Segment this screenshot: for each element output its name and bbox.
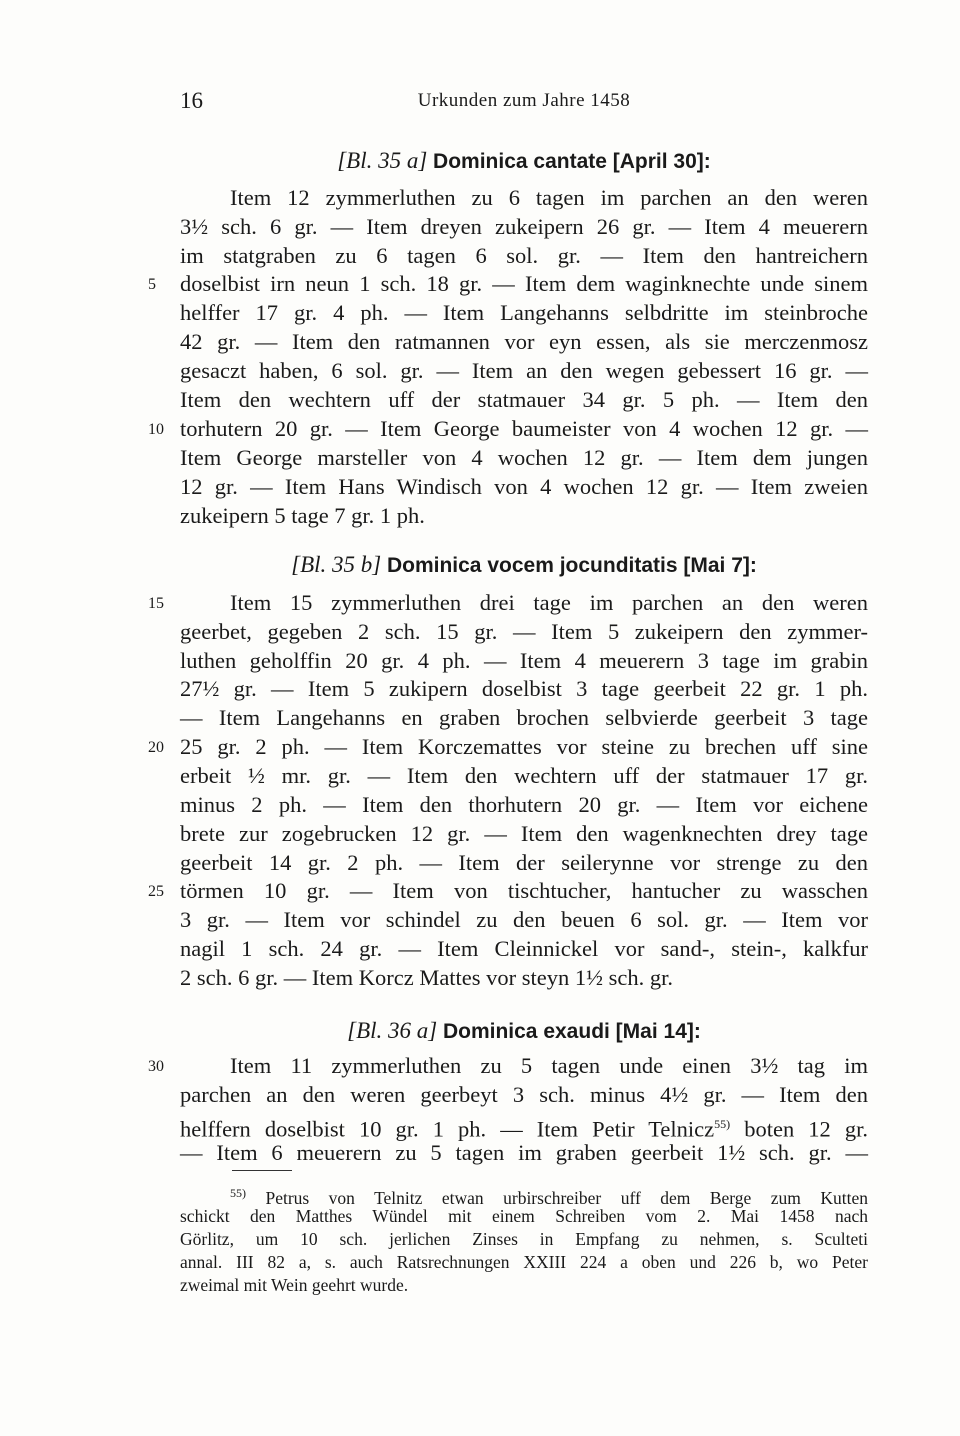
section-title: Dominica exaudi [Mai 14]: (442, 1020, 701, 1043)
section-title: Dominica vocem jocunditatis [Mai 7]: (386, 554, 757, 577)
text-line-segment: boten 12 gr. (744, 1116, 868, 1142)
text-line: 42 gr. — Item den ratmannen vor eyn essen, als sie merczenmosz (180, 329, 868, 354)
text-line: Item 12 zymmerluthen zu 6 tagen im parchen an den weren (230, 185, 868, 210)
line-number: 30 (148, 1058, 164, 1075)
text-line: 25 gr. 2 ph. — Item Korczemattes vor steine zu brechen uff sine (180, 734, 868, 759)
text-line: Item George marsteller von 4 wochen 12 gr. — Item dem jungen (180, 445, 868, 470)
text-line: 27½ gr. — Item 5 zukipern doselbist 3 tage geerbeit 22 gr. 1 ph. (180, 676, 868, 701)
line-number: 5 (148, 276, 156, 293)
text-line: geerbeit 14 gr. 2 ph. — Item der seilerynne vor strenge zu den (180, 850, 868, 875)
text-line: helffer 17 gr. 4 ph. — Item Langehanns selbdritte im steinbroche (180, 300, 868, 325)
footnote-text: Petrus von Telnitz etwan urbirschreiber uff dem Berge zum Kutten (265, 1187, 869, 1208)
text-line: nagil 1 sch. 24 gr. — Item Cleinnickel vor sand-, stein-, kalkfur (180, 936, 868, 961)
text-line: Item 15 zymmerluthen drei tage im parchen an den weren (230, 590, 868, 615)
text-line: 2 sch. 6 gr. — Item Korcz Mattes vor steyn 1½ sch. gr. (180, 965, 674, 990)
line-number: 25 (148, 883, 164, 900)
section-heading (180, 148, 868, 174)
folio-reference: [Bl. 36 a] (347, 1018, 438, 1043)
running-head (180, 88, 868, 122)
text-line: 12 gr. — Item Hans Windisch von 4 wochen 12 gr. — Item zweien (180, 474, 868, 499)
text-line: gesaczt haben, 6 sol. gr. — Item an den wegen gebessert 16 gr. — (180, 358, 868, 383)
text-line: doselbist irn neun 1 sch. 18 gr. — Item dem waginknechte unde sinem (180, 271, 868, 296)
text-line: Item den wechtern uff der statmauer 34 gr. 5 ph. — Item den (180, 387, 868, 412)
footnote-rule (232, 1170, 292, 1171)
footnote-line: Görlitz, um 10 sch. jerlichen Zinses in Empfang zu nehmen, s. Sculteti (180, 1229, 868, 1249)
line-number: 10 (148, 421, 164, 438)
running-title: Urkunden zum Jahre 1458 (417, 90, 631, 111)
text-line: parchen an den weren geerbeyt 3 sch. minus 4½ gr. — Item den (180, 1082, 868, 1107)
text-line: geerbet, gegeben 2 sch. 15 gr. — Item 5 zukeipern den zymmer- (180, 619, 868, 644)
text-line: luthen geholffin 20 gr. 4 ph. — Item 4 meuerern 3 tage im grabin (180, 648, 868, 673)
text-line: — Item 6 meuerern zu 5 tagen im graben geerbeit 1½ sch. gr. — (180, 1140, 868, 1165)
section-heading (180, 1018, 868, 1044)
line-number: 15 (148, 595, 164, 612)
footnote-line: schickt den Matthes Wündel mit einem Schreiben vom 2. Mai 1458 nach (180, 1206, 868, 1226)
text-line: — Item Langehanns en graben brochen selbvierde geerbeit 3 tage (180, 705, 868, 730)
text-line: törmen 10 gr. — Item von tischtucher, hantucher zu wasschen (180, 878, 868, 903)
text-line: minus 2 ph. — Item den thorhutern 20 gr. — Item vor eichene (180, 792, 868, 817)
text-line: torhutern 20 gr. — Item George baumeister von 4 wochen 12 gr. — (180, 416, 868, 441)
line-number: 20 (148, 739, 164, 756)
folio-reference: [Bl. 35 a] (337, 148, 428, 173)
folio-reference: [Bl. 35 b] (291, 552, 382, 577)
section-title: Dominica cantate [April 30]: (433, 150, 711, 173)
footnote-marker: 55) (714, 1117, 731, 1131)
page-number: 16 (180, 88, 203, 113)
footnote-line: zweimal mit Wein geehrt wurde. (180, 1275, 409, 1295)
text-line-segment: helffern doselbist 10 gr. 1 ph. — Item Petir Telnicz (180, 1116, 715, 1142)
text-line: 3 gr. — Item vor schindel zu den beuen 6 sol. gr. — Item vor (180, 907, 868, 932)
footnote-marker: 55) (230, 1186, 246, 1200)
text-line: 3½ sch. 6 gr. — Item dreyen zukeipern 26 gr. — Item 4 meuerern (180, 214, 868, 239)
footnote-line: annal. III 82 a, s. auch Ratsrechnungen XXIII 224 a oben und 226 b, wo Peter (180, 1252, 868, 1272)
section-heading (180, 552, 868, 578)
text-line: zukeipern 5 tage 7 gr. 1 ph. (180, 503, 425, 528)
text-line: im statgraben zu 6 tagen 6 sol. gr. — Item den hantreichern (180, 243, 868, 268)
text-line: brete zur zogebrucken 12 gr. — Item den wagenknechten drey tage (180, 821, 868, 846)
text-line: erbeit ½ mr. gr. — Item den wechtern uff der statmauer 17 gr. (180, 763, 868, 788)
text-line: Item 11 zymmerluthen zu 5 tagen unde einen 3½ tag im (230, 1053, 868, 1078)
